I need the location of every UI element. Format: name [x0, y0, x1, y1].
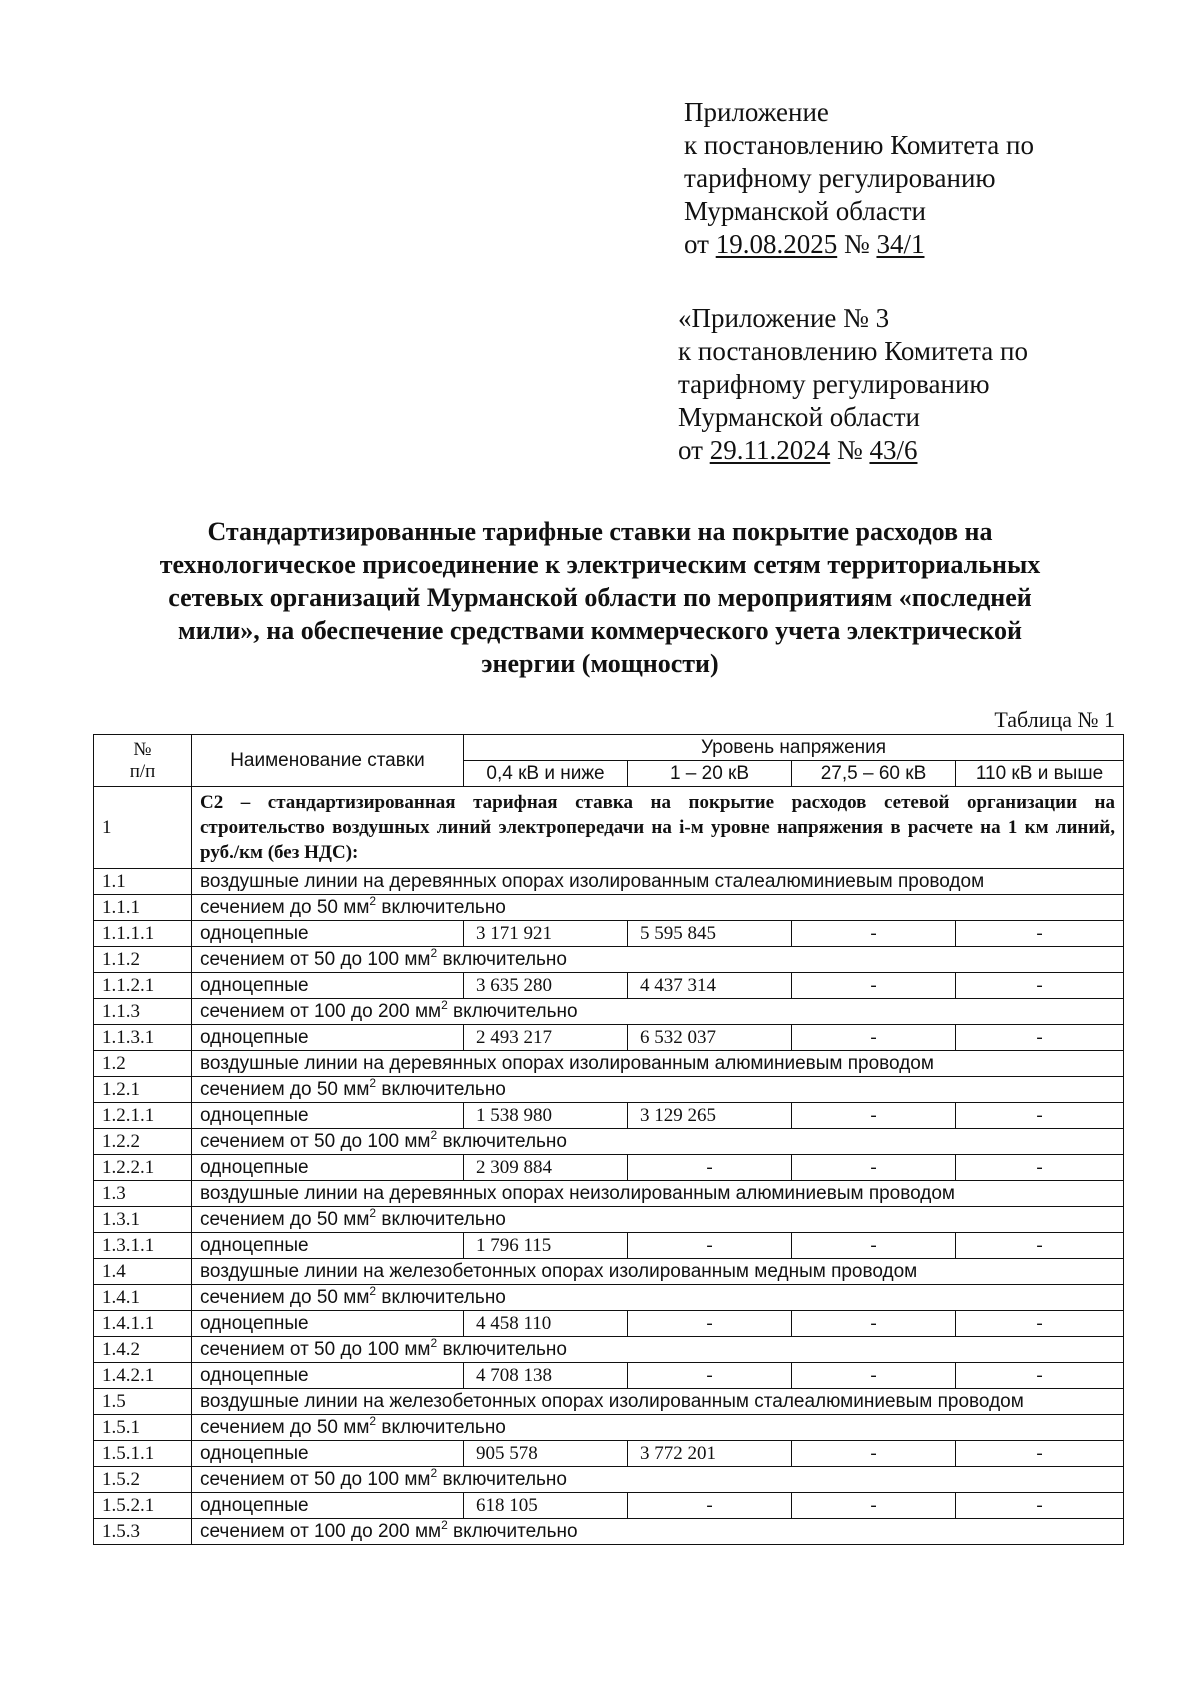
row-name	[192, 1467, 1124, 1493]
row-name	[192, 1233, 464, 1259]
row-number: 1.4	[94, 1259, 192, 1285]
row-name-text: одноцепные	[200, 922, 309, 944]
row-number: 1.3.1.1	[94, 1233, 192, 1259]
header-number-line1: №	[133, 738, 152, 760]
date-prefix: от	[678, 435, 710, 465]
row-name	[192, 1311, 464, 1337]
row-name-text: сечением от 50 до 100 мм	[200, 948, 431, 970]
rate-value-1: 618 105	[464, 1493, 628, 1519]
row-name	[192, 947, 1124, 973]
row-name-text: сечением от 50 до 100 мм	[200, 1468, 431, 1490]
row-number: 1.2.1	[94, 1077, 192, 1103]
annex-line: тарифному регулированию	[678, 369, 990, 399]
row-name-tail: включительно	[437, 948, 567, 970]
table-row	[94, 1519, 1124, 1545]
row-name-tail: включительно	[376, 1416, 506, 1438]
header-voltage-2: 1 – 20 кВ	[628, 761, 792, 787]
row-name-text: сечением от 100 до 200 мм	[200, 1520, 442, 1542]
rate-value-3: -	[792, 1155, 956, 1181]
row-number: 1.4.2	[94, 1337, 192, 1363]
rate-value-3: -	[792, 1363, 956, 1389]
row-name	[192, 1441, 464, 1467]
row-name	[192, 1181, 1124, 1207]
row-name	[192, 1103, 464, 1129]
table-row	[94, 895, 1124, 921]
table-row	[94, 1051, 1124, 1077]
row-number: 1.2.2.1	[94, 1155, 192, 1181]
resolution-number: 34/1	[876, 229, 925, 259]
rate-value-2: 6 532 037	[628, 1025, 792, 1051]
row-name-text: воздушные линии на деревянных опорах изолированным сталеалюминиевым проводом	[200, 870, 985, 892]
rate-value-3: -	[792, 1233, 956, 1259]
rate-value-4: -	[956, 1363, 1124, 1389]
row-name-text: одноцепные	[200, 1104, 309, 1126]
table-row	[94, 1389, 1124, 1415]
unit-superscript: 2	[430, 1128, 438, 1142]
row-name-text: сечением от 50 до 100 мм	[200, 1338, 431, 1360]
row-name	[192, 973, 464, 999]
rate-value-3: -	[792, 1441, 956, 1467]
title-line: мили», на обеспечение средствами коммерческого учета электрической	[178, 616, 1022, 645]
title-line: энергии (мощности)	[481, 649, 719, 678]
table-row	[94, 1129, 1124, 1155]
title-line: сетевых организаций Мурманской области по мероприятиям «последней	[168, 583, 1032, 612]
row-number: 1.5	[94, 1389, 192, 1415]
table-row	[94, 1077, 1124, 1103]
row-name-text: сечением до 50 мм	[200, 1416, 370, 1438]
row-number: 1.5.2.1	[94, 1493, 192, 1519]
rate-value-4: -	[956, 973, 1124, 999]
annex-line: «Приложение № 3	[678, 303, 890, 333]
rate-value-1: 1 796 115	[464, 1233, 628, 1259]
unit-superscript: 2	[430, 1466, 438, 1480]
row-number: 1.1.1	[94, 895, 192, 921]
row-name-text: сечением до 50 мм	[200, 1078, 370, 1100]
unit-superscript: 2	[430, 1336, 438, 1350]
rate-value-2: 3 129 265	[628, 1103, 792, 1129]
rate-value-2: -	[628, 1493, 792, 1519]
row-name	[192, 895, 1124, 921]
row-number: 1.2.1.1	[94, 1103, 192, 1129]
table-row	[94, 1207, 1124, 1233]
row-name-text: воздушные линии на железобетонных опорах изолированным медным проводом	[200, 1260, 918, 1282]
header-voltage-1: 0,4 кВ и ниже	[464, 761, 628, 787]
annex-line: Приложение	[684, 97, 829, 127]
row-number: 1.2	[94, 1051, 192, 1077]
row-name-tail: включительно	[376, 1078, 506, 1100]
annex-line: к постановлению Комитета по	[684, 130, 1034, 160]
row-number: 1.3.1	[94, 1207, 192, 1233]
row-name-text: воздушные линии на деревянных опорах изолированным алюминиевым проводом	[200, 1052, 934, 1074]
rate-value-1: 1 538 980	[464, 1103, 628, 1129]
rate-value-1: 4 708 138	[464, 1363, 628, 1389]
row-name-text: одноцепные	[200, 1156, 309, 1178]
section-description: С2 – стандартизированная тарифная ставка на покрытие расходов сетевой организации на строительство воздушных линий электропередачи на i-м уровне напряжения в расчете на 1 км линий, руб./км (без НДС):	[192, 787, 1124, 869]
table-row	[94, 947, 1124, 973]
row-name	[192, 1389, 1124, 1415]
tariff-table	[93, 734, 1124, 1545]
rate-value-2: 4 437 314	[628, 973, 792, 999]
table-body	[94, 787, 1124, 1545]
rate-value-4: -	[956, 1025, 1124, 1051]
unit-superscript: 2	[441, 998, 448, 1012]
rate-value-2: -	[628, 1363, 792, 1389]
rate-value-2: 3 772 201	[628, 1441, 792, 1467]
row-name-text: одноцепные	[200, 1026, 309, 1048]
row-name-text: сечением от 100 до 200 мм	[200, 1000, 442, 1022]
row-name	[192, 1493, 464, 1519]
rate-value-2: 5 595 845	[628, 921, 792, 947]
rate-value-2: -	[628, 1155, 792, 1181]
table-row	[94, 1337, 1124, 1363]
row-number: 1.1	[94, 869, 192, 895]
table-row	[94, 1285, 1124, 1311]
table-row	[94, 973, 1124, 999]
rate-value-1: 2 309 884	[464, 1155, 628, 1181]
row-name-tail: включительно	[376, 896, 506, 918]
header-voltage-3: 27,5 – 60 кВ	[792, 761, 956, 787]
rate-value-3: -	[792, 973, 956, 999]
rate-value-4: -	[956, 1311, 1124, 1337]
row-name	[192, 1337, 1124, 1363]
table-row	[94, 869, 1124, 895]
row-name	[192, 1051, 1124, 1077]
unit-superscript: 2	[369, 1284, 377, 1298]
rate-value-1: 2 493 217	[464, 1025, 628, 1051]
row-number: 1.1.3.1	[94, 1025, 192, 1051]
table-row	[94, 921, 1124, 947]
row-name	[192, 1519, 1124, 1545]
row-number: 1.4.1.1	[94, 1311, 192, 1337]
rate-value-4: -	[956, 1233, 1124, 1259]
row-number: 1.5.1	[94, 1415, 192, 1441]
unit-superscript: 2	[369, 1076, 377, 1090]
row-name	[192, 1155, 464, 1181]
annex-line: тарифному регулированию	[684, 163, 996, 193]
number-prefix: №	[830, 435, 870, 465]
annex-date-line	[678, 434, 1028, 467]
resolution-date: 29.11.2024	[709, 435, 831, 465]
row-number: 1.4.2.1	[94, 1363, 192, 1389]
row-name	[192, 869, 1124, 895]
table-row	[94, 1259, 1124, 1285]
row-name-text: одноцепные	[200, 1312, 309, 1334]
row-name-tail: включительно	[447, 1520, 578, 1542]
row-number: 1.3	[94, 1181, 192, 1207]
row-name	[192, 1259, 1124, 1285]
row-name-tail: включительно	[437, 1130, 567, 1152]
row-name	[192, 1207, 1124, 1233]
row-name-tail: включительно	[447, 1000, 578, 1022]
header-number-line2: п/п	[129, 760, 156, 782]
rate-value-3: -	[792, 1025, 956, 1051]
header-rate-name: Наименование ставки	[192, 735, 464, 787]
row-name-text: одноцепные	[200, 1364, 309, 1386]
document-title	[110, 515, 1090, 680]
header-number	[94, 735, 192, 787]
table-row	[94, 1311, 1124, 1337]
rate-value-3: -	[792, 1493, 956, 1519]
row-name-tail: включительно	[376, 1286, 506, 1308]
rate-value-4: -	[956, 1103, 1124, 1129]
row-number: 1.1.1.1	[94, 921, 192, 947]
row-number: 1.1.2.1	[94, 973, 192, 999]
row-name-text: одноцепные	[200, 1442, 309, 1464]
row-name-text: одноцепные	[200, 1494, 309, 1516]
unit-superscript: 2	[369, 1414, 377, 1428]
rate-value-4: -	[956, 921, 1124, 947]
row-name-text: сечением до 50 мм	[200, 1208, 370, 1230]
rate-value-4: -	[956, 1493, 1124, 1519]
row-name-text: сечением от 50 до 100 мм	[200, 1130, 431, 1152]
rate-value-1: 3 171 921	[464, 921, 628, 947]
unit-superscript: 2	[369, 894, 377, 908]
table-row	[94, 1467, 1124, 1493]
date-prefix: от	[684, 229, 716, 259]
row-name	[192, 1415, 1124, 1441]
table-row	[94, 1233, 1124, 1259]
rate-value-1: 4 458 110	[464, 1311, 628, 1337]
row-number: 1.4.1	[94, 1285, 192, 1311]
section-number: 1	[94, 787, 192, 869]
rate-value-2: -	[628, 1233, 792, 1259]
table-row	[94, 1025, 1124, 1051]
row-name-text: сечением до 50 мм	[200, 896, 370, 918]
table-row	[94, 1363, 1124, 1389]
row-name-text: сечением до 50 мм	[200, 1286, 370, 1308]
rate-value-3: -	[792, 1311, 956, 1337]
table-row	[94, 1181, 1124, 1207]
row-name-text: воздушные линии на железобетонных опорах изолированным сталеалюминиевым проводом	[200, 1390, 1024, 1412]
unit-superscript: 2	[430, 946, 438, 960]
table-row	[94, 1493, 1124, 1519]
row-name	[192, 999, 1124, 1025]
row-number: 1.1.2	[94, 947, 192, 973]
rate-value-2: -	[628, 1311, 792, 1337]
header-voltage-level: Уровень напряжения	[464, 735, 1124, 761]
row-name	[192, 1363, 464, 1389]
resolution-date: 19.08.2025	[715, 229, 838, 259]
rate-value-3: -	[792, 1103, 956, 1129]
rate-value-1: 3 635 280	[464, 973, 628, 999]
annex-header	[684, 96, 1034, 261]
row-number: 1.1.3	[94, 999, 192, 1025]
row-name	[192, 921, 464, 947]
rate-value-3: -	[792, 921, 956, 947]
table-row	[94, 999, 1124, 1025]
row-name-tail: включительно	[437, 1468, 567, 1490]
number-prefix: №	[837, 229, 877, 259]
annex-line: Мурманской области	[678, 402, 920, 432]
row-name-tail: включительно	[376, 1208, 506, 1230]
annex-line: Мурманской области	[684, 196, 926, 226]
rate-value-4: -	[956, 1155, 1124, 1181]
row-name-text: одноцепные	[200, 974, 309, 996]
row-number: 1.5.1.1	[94, 1441, 192, 1467]
row-number: 1.2.2	[94, 1129, 192, 1155]
annex-line: к постановлению Комитета по	[678, 336, 1028, 366]
row-name	[192, 1129, 1124, 1155]
row-name	[192, 1025, 464, 1051]
row-number: 1.5.3	[94, 1519, 192, 1545]
title-line: технологическое присоединение к электрическим сетям территориальных	[159, 550, 1041, 579]
rate-value-1: 905 578	[464, 1441, 628, 1467]
header-voltage-4: 110 кВ и выше	[956, 761, 1124, 787]
table-row	[94, 1415, 1124, 1441]
rate-value-4: -	[956, 1441, 1124, 1467]
table-row	[94, 1103, 1124, 1129]
unit-superscript: 2	[441, 1518, 448, 1532]
row-name-text: воздушные линии на деревянных опорах неизолированным алюминиевым проводом	[200, 1182, 955, 1204]
table-row	[94, 1441, 1124, 1467]
row-name-tail: включительно	[437, 1338, 567, 1360]
table-label: Таблица № 1	[994, 707, 1115, 732]
unit-superscript: 2	[369, 1206, 377, 1220]
row-name	[192, 1077, 1124, 1103]
row-number: 1.5.2	[94, 1467, 192, 1493]
previous-annex-header	[678, 302, 1028, 467]
table-row	[94, 1155, 1124, 1181]
title-line: Стандартизированные тарифные ставки на покрытие расходов на	[207, 517, 993, 546]
resolution-number: 43/6	[869, 435, 918, 465]
row-name	[192, 1285, 1124, 1311]
section-row	[94, 787, 1124, 869]
row-name-text: одноцепные	[200, 1234, 309, 1256]
annex-date-line	[684, 228, 1034, 261]
